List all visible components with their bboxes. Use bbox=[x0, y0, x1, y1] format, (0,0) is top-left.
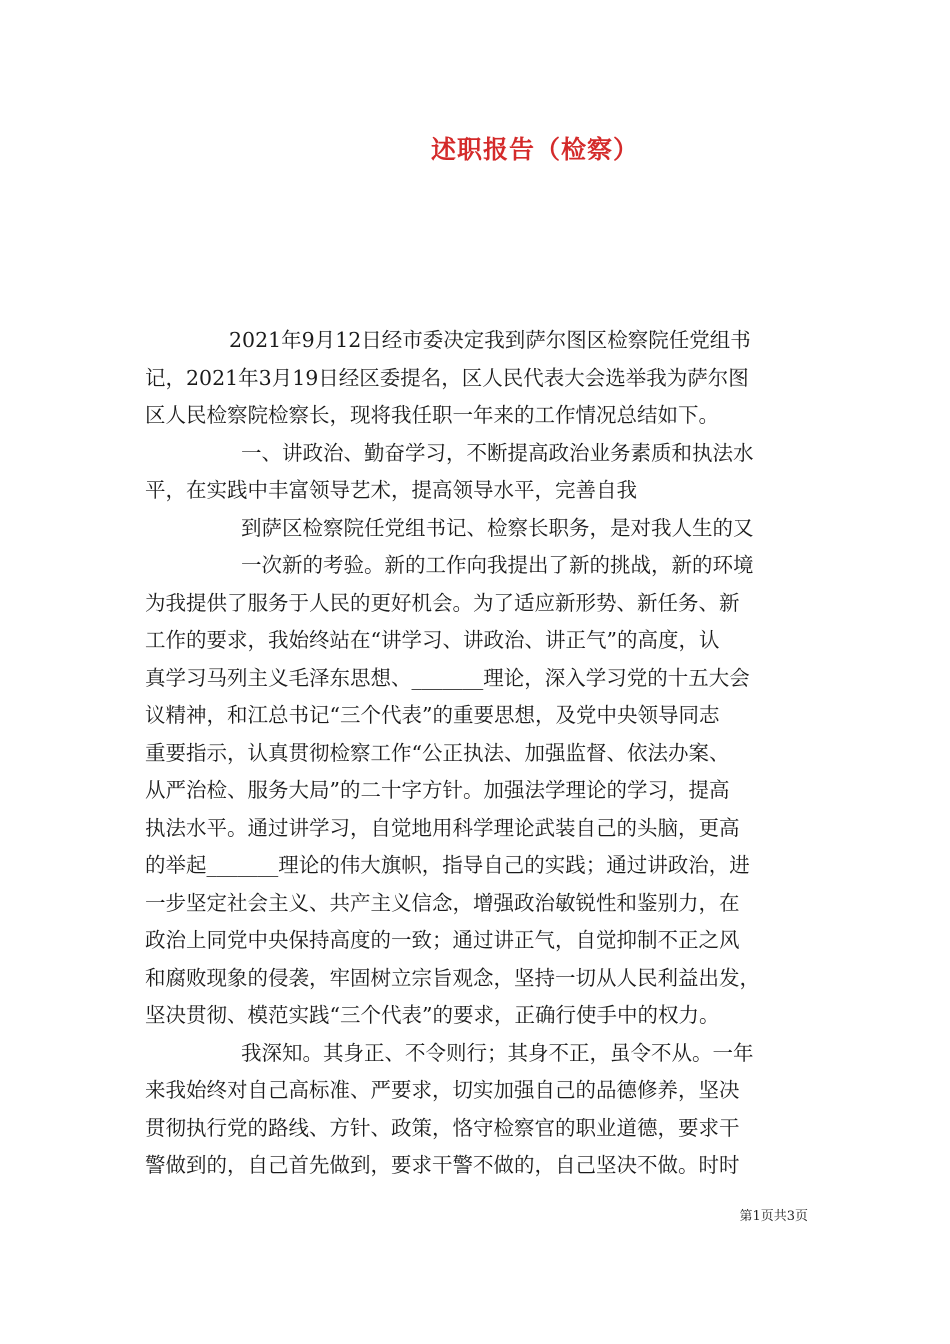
text-line: 真学习马列主义毛泽东思想、_______理论，深入学习党的十五大会 bbox=[145, 665, 750, 690]
text-line: 一、讲政治、勤奋学习，不断提高政治业务素质和执法水 bbox=[241, 440, 754, 465]
text-line: 2021年9月12日经市委决定我到萨尔图区检察院任党组书 bbox=[229, 328, 751, 352]
text-line: 坚决贯彻、模范实践“三个代表”的要求，正确行使手中的权力。 bbox=[145, 1003, 720, 1027]
text-line: 工作的要求，我始终站在“讲学习、讲政治、讲正气”的高度，认 bbox=[145, 628, 720, 652]
text-line: 来我始终对自己高标准、严要求，切实加强自己的品德修养，坚决 bbox=[145, 1078, 740, 1102]
text-line: 执法水平。通过讲学习，自觉地用科学理论武装自己的头脑，更高 bbox=[145, 815, 740, 840]
text-line: 从严治检、服务大局”的二十字方针。加强法学理论的学习，提高 bbox=[145, 778, 730, 802]
text-line: 重要指示，认真贯彻检察工作“公正执法、加强监督、依法办案、 bbox=[145, 740, 730, 765]
text-line: 贯彻执行党的路线、方针、政策，恪守检察官的职业道德，要求干 bbox=[145, 1115, 740, 1140]
text-line: 议精神，和江总书记“三个代表”的重要思想，及党中央领导同志 bbox=[145, 703, 720, 727]
text-line: 警做到的，自己首先做到，要求干警不做的，自己坚决不做。时时 bbox=[145, 1153, 740, 1177]
page-number-footer: 第1页共3页 bbox=[739, 1209, 808, 1224]
text-line: 和腐败现象的侵袭，牢固树立宗旨观念，坚持一切从人民利益出发， bbox=[145, 965, 760, 990]
text-line: 为我提供了服务于人民的更好机会。为了适应新形势、新任务、新 bbox=[145, 590, 740, 615]
text-line: 政治上同党中央保持高度的一致；通过讲正气，自觉抑制不正之风 bbox=[145, 928, 740, 952]
document-title: 述职报告（检察） bbox=[430, 135, 639, 164]
text-line: 区人民检察院检察长，现将我任职一年来的工作情况总结如下。 bbox=[145, 403, 719, 427]
text-line: 到萨区检察院任党组书记、检察长职务，是对我人生的又 bbox=[241, 515, 754, 540]
text-line: 记，2021年3月19日经区委提名，区人民代表大会选举我为萨尔图 bbox=[145, 365, 749, 390]
text-line: 平，在实践中丰富领导艺术，提高领导水平，完善自我 bbox=[145, 478, 637, 502]
text-line: 一步坚定社会主义、共产主义信念，增强政治敏锐性和鉴别力，在 bbox=[145, 890, 740, 915]
text-line: 我深知。其身正、不令则行；其身不正，虽令不从。一年 bbox=[241, 1040, 754, 1065]
document-body bbox=[145, 322, 810, 1185]
text-line: 一次新的考验。新的工作向我提出了新的挑战，新的环境 bbox=[241, 553, 754, 577]
text-line: 的举起_______理论的伟大旗帜，指导自己的实践；通过讲政治，进 bbox=[145, 853, 750, 877]
